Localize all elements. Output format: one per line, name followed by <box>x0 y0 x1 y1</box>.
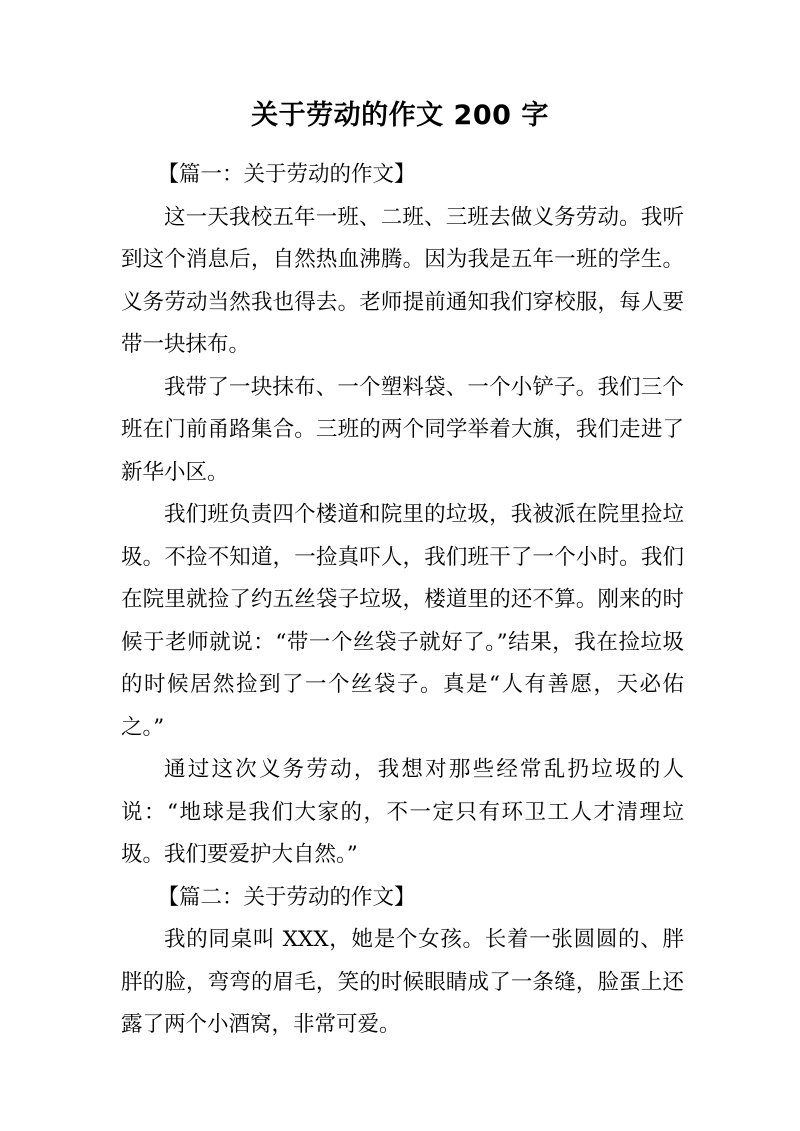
body-paragraph: 我们班负责四个楼道和院里的垃圾，我被派在院里捡垃圾。不捡不知道，一捡真吓人，我们班干了一个小时。我们在院里就捡了约五丝袋子垃圾，楼道里的还不算。刚来的时候于老师就说：“带一个丝袋子就好了。”结果，我在捡垃圾的时候居然捡到了一个丝袋子。真是“人有善愿，天必佑之。” <box>121 502 684 740</box>
body-paragraph: 这一天我校五年一班、二班、三班去做义务劳动。我听到这个消息后，自然热血沸腾。因为我是五年一班的学生。义务劳动当然我也得去。老师提前通知我们穿校服，每人要带一块抹布。 <box>121 204 684 357</box>
body-paragraph: 我的同桌叫 XXX，她是个女孩。长着一张圆圆的、胖胖的脸，弯弯的眉毛，笑的时候眼睛成了一条缝，脸蛋上还露了两个小酒窝，非常可爱。 <box>121 927 684 1037</box>
document-body <box>121 154 684 1047</box>
body-paragraph: 通过这次义务劳动，我想对那些经常乱扔垃圾的人说：“地球是我们大家的，不一定只有环卫工人才清理垃圾。我们要爱护大自然。” <box>121 757 684 867</box>
document-title: 关于劳动的作文 200 字 <box>251 100 549 131</box>
body-paragraph: 我带了一块抹布、一个塑料袋、一个小铲子。我们三个班在门前甬路集合。三班的两个同学举着大旗，我们走进了新华小区。 <box>121 374 684 485</box>
section-heading-2: 【篇二：关于劳动的作文】 <box>157 884 416 910</box>
section-heading-1: 【篇一：关于劳动的作文】 <box>157 162 416 187</box>
